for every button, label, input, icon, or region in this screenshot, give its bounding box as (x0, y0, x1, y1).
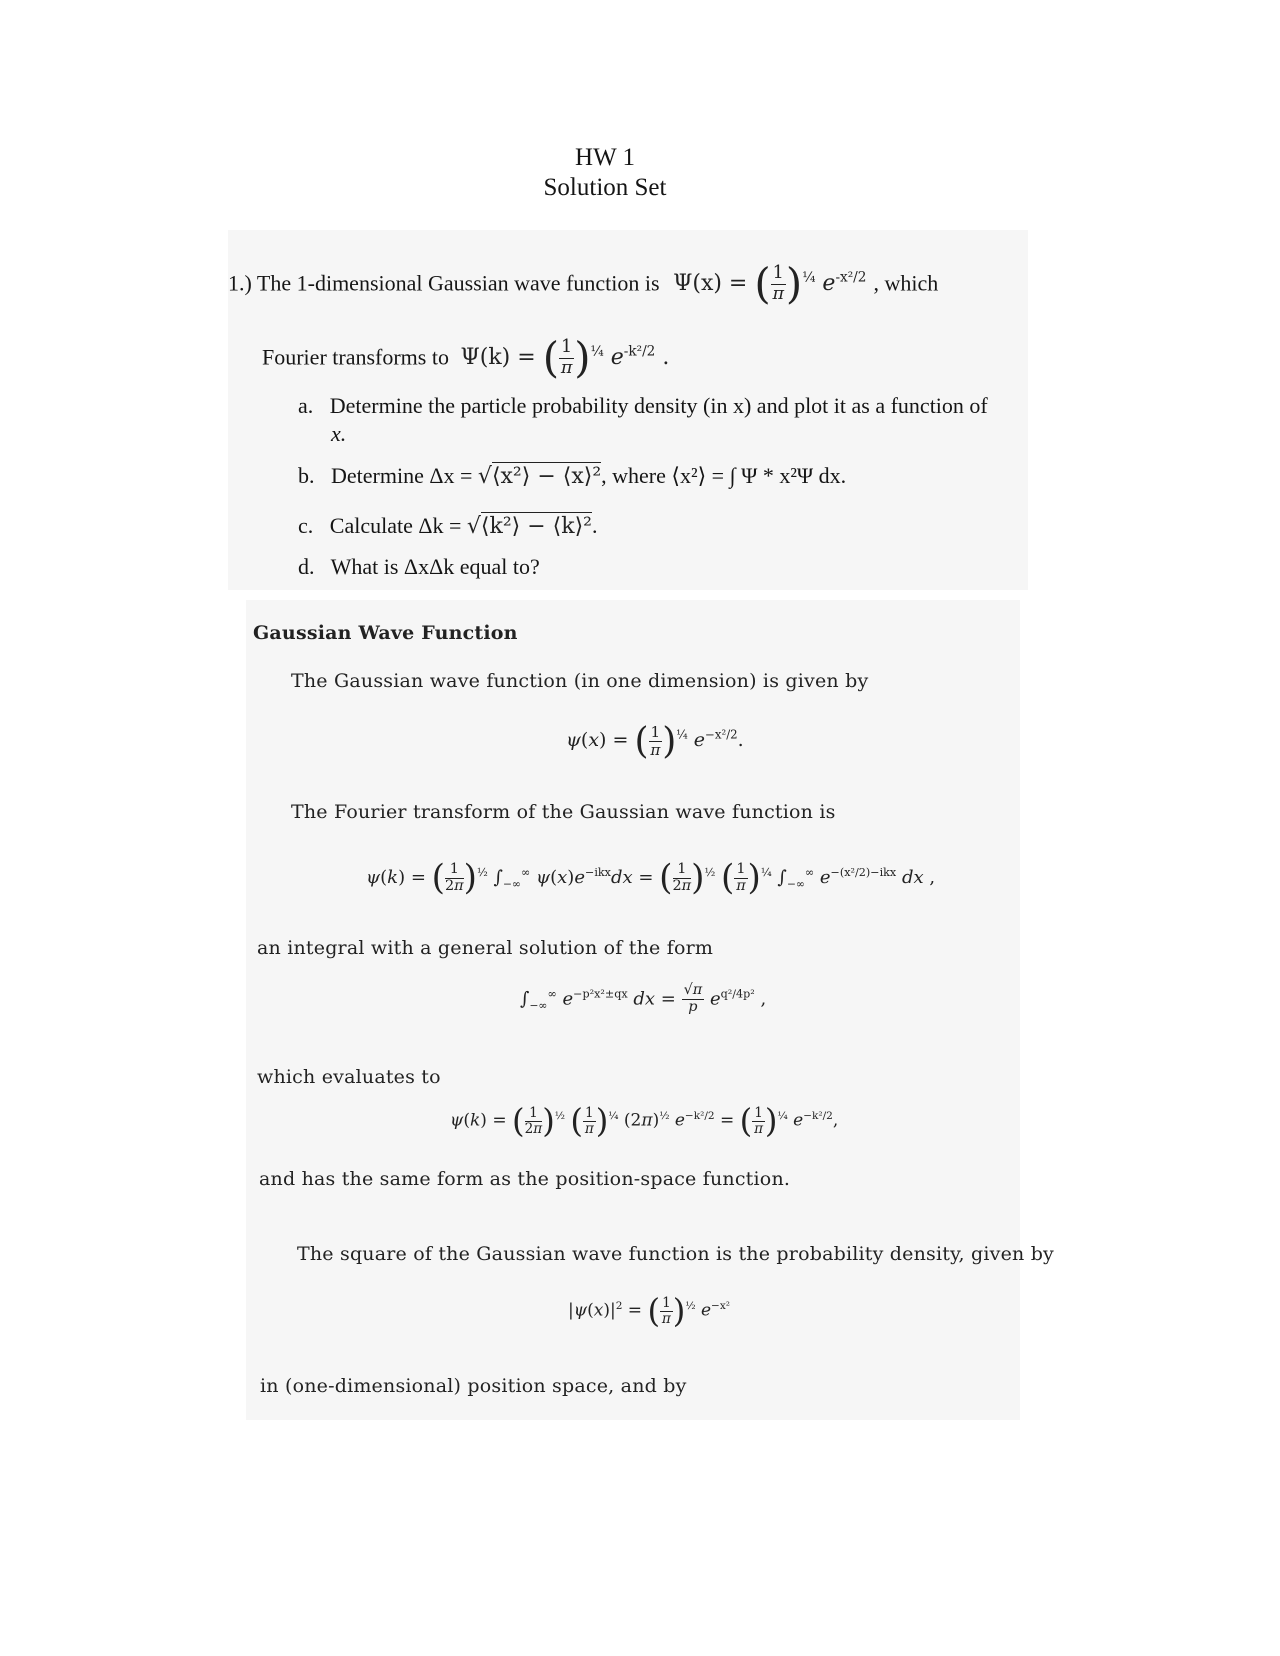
doc-title (455, 143, 755, 203)
psi-k-equation: Ψ(k) = ( $\frac{1}{\pi}$ )$^{\frac{1}{4}}$ $e^{-k^2/2}$ . (460, 333, 670, 383)
gaussian-integral-equation: $\int_{-\infty}^\infty$ $e^{-p^2x^2\pm qx}$ dx = $\frac{√\pi}{p}$ $e^{q^2/4p^2}$ , (520, 982, 767, 1015)
part-c-letter: c. (298, 513, 314, 538)
part-b-text: Determine Δx = (331, 463, 473, 488)
solution-p5: and has the same form as the position-space function. (259, 1168, 791, 1190)
problem-intro-tail: , which (873, 270, 939, 296)
part-d (298, 553, 540, 581)
solution-p1: The Gaussian wave function (in one dimension) is given by (291, 670, 869, 692)
part-b-tail: , where ⟨x²⟩ = ∫ Ψ * x²Ψ dx. (601, 463, 847, 488)
problem-intro-text: 1.) The 1-dimensional Gaussian wave function is (228, 270, 660, 296)
psi-k-evaluated-equation: ψ(k) = ( $\frac{1}{2\pi}$ )$^{\frac{1}{2}}$ ( $\frac{1}{\pi}$ )$^{\frac{1}{4}}$ $(2\pi)^{\frac{1}{2}}$ $e^{-k^2/2}$ = ( $\frac{1}{\pi}$ )$^{\frac{1}{4}}$ $e^{-k^2/2}$, (450, 1102, 839, 1140)
part-d-text: What is ΔxΔk equal to? (330, 554, 540, 579)
delta-x-equation: √⟨x²⟩ − ⟨x⟩² (477, 464, 602, 489)
fourier-transform-equation: ψ(k) = ( $\frac{1}{2\pi}$ )$^{\frac{1}{2}}$ $\int_{-\infty}^\infty$ $\psi(x)e^{-ikx}dx$ = ( $\frac{1}{2\pi}$ )$^{\frac{1}{2}}$ ( $\frac{1}{\pi}$ )$^{\frac{1}{4}}$ $\int_{-\infty}^\infty$ $e^{-(x^2/2)-ikx}$ dx , (366, 858, 936, 898)
part-c-text: Calculate Δk = (329, 513, 462, 538)
fourier-text: Fourier transforms to (262, 344, 449, 370)
part-d-letter: d. (298, 554, 315, 579)
problem-intro (228, 259, 939, 309)
psi-x-lhs: Ψ(x) = (673, 271, 748, 297)
part-a-text: Determine the particle probability density (in x) and plot it as a function of (329, 393, 988, 418)
psi-k-lhs: Ψ(k) = (460, 345, 536, 371)
delta-k-equation: √⟨k²⟩ − ⟨k⟩² (466, 514, 592, 539)
title-line2: Solution Set (543, 174, 667, 201)
part-b-letter: b. (298, 463, 315, 488)
psi-x-equation: Ψ(x) = ( $\frac{1}{\pi}$ )$^{\frac{1}{4}}$ $e^{-x^2/2}$ (673, 259, 867, 309)
part-c-tail: . (591, 513, 598, 538)
part-a (298, 392, 988, 420)
title-line1: HW 1 (575, 144, 635, 171)
solution-p4: which evaluates to (257, 1066, 441, 1088)
part-a-letter: a. (298, 393, 314, 418)
solution-p6: The square of the Gaussian wave function is the probability density, given by (297, 1243, 1054, 1265)
part-c (298, 512, 597, 541)
fourier-line (262, 333, 670, 383)
solution-p3: an integral with a general solution of the form (257, 937, 714, 959)
part-a-cont: x. (331, 421, 347, 446)
solution-p7: in (one-dimensional) position space, and by (260, 1375, 687, 1397)
solution-heading: Gaussian Wave Function (253, 622, 518, 644)
part-b (298, 462, 846, 491)
probability-density-equation: $|\psi(x)|^2$ = ( $\frac{1}{\pi}$ )$^{\frac{1}{2}}$ $e^{-x^2}$ (568, 1292, 731, 1330)
solution-p2: The Fourier transform of the Gaussian wave function is (291, 801, 836, 823)
psi-x-solution-equation: ψ(x) = ( $\frac{1}{\pi}$ )$^{\frac{1}{4}}$ $e^{-x^2/2}$. (566, 720, 744, 762)
